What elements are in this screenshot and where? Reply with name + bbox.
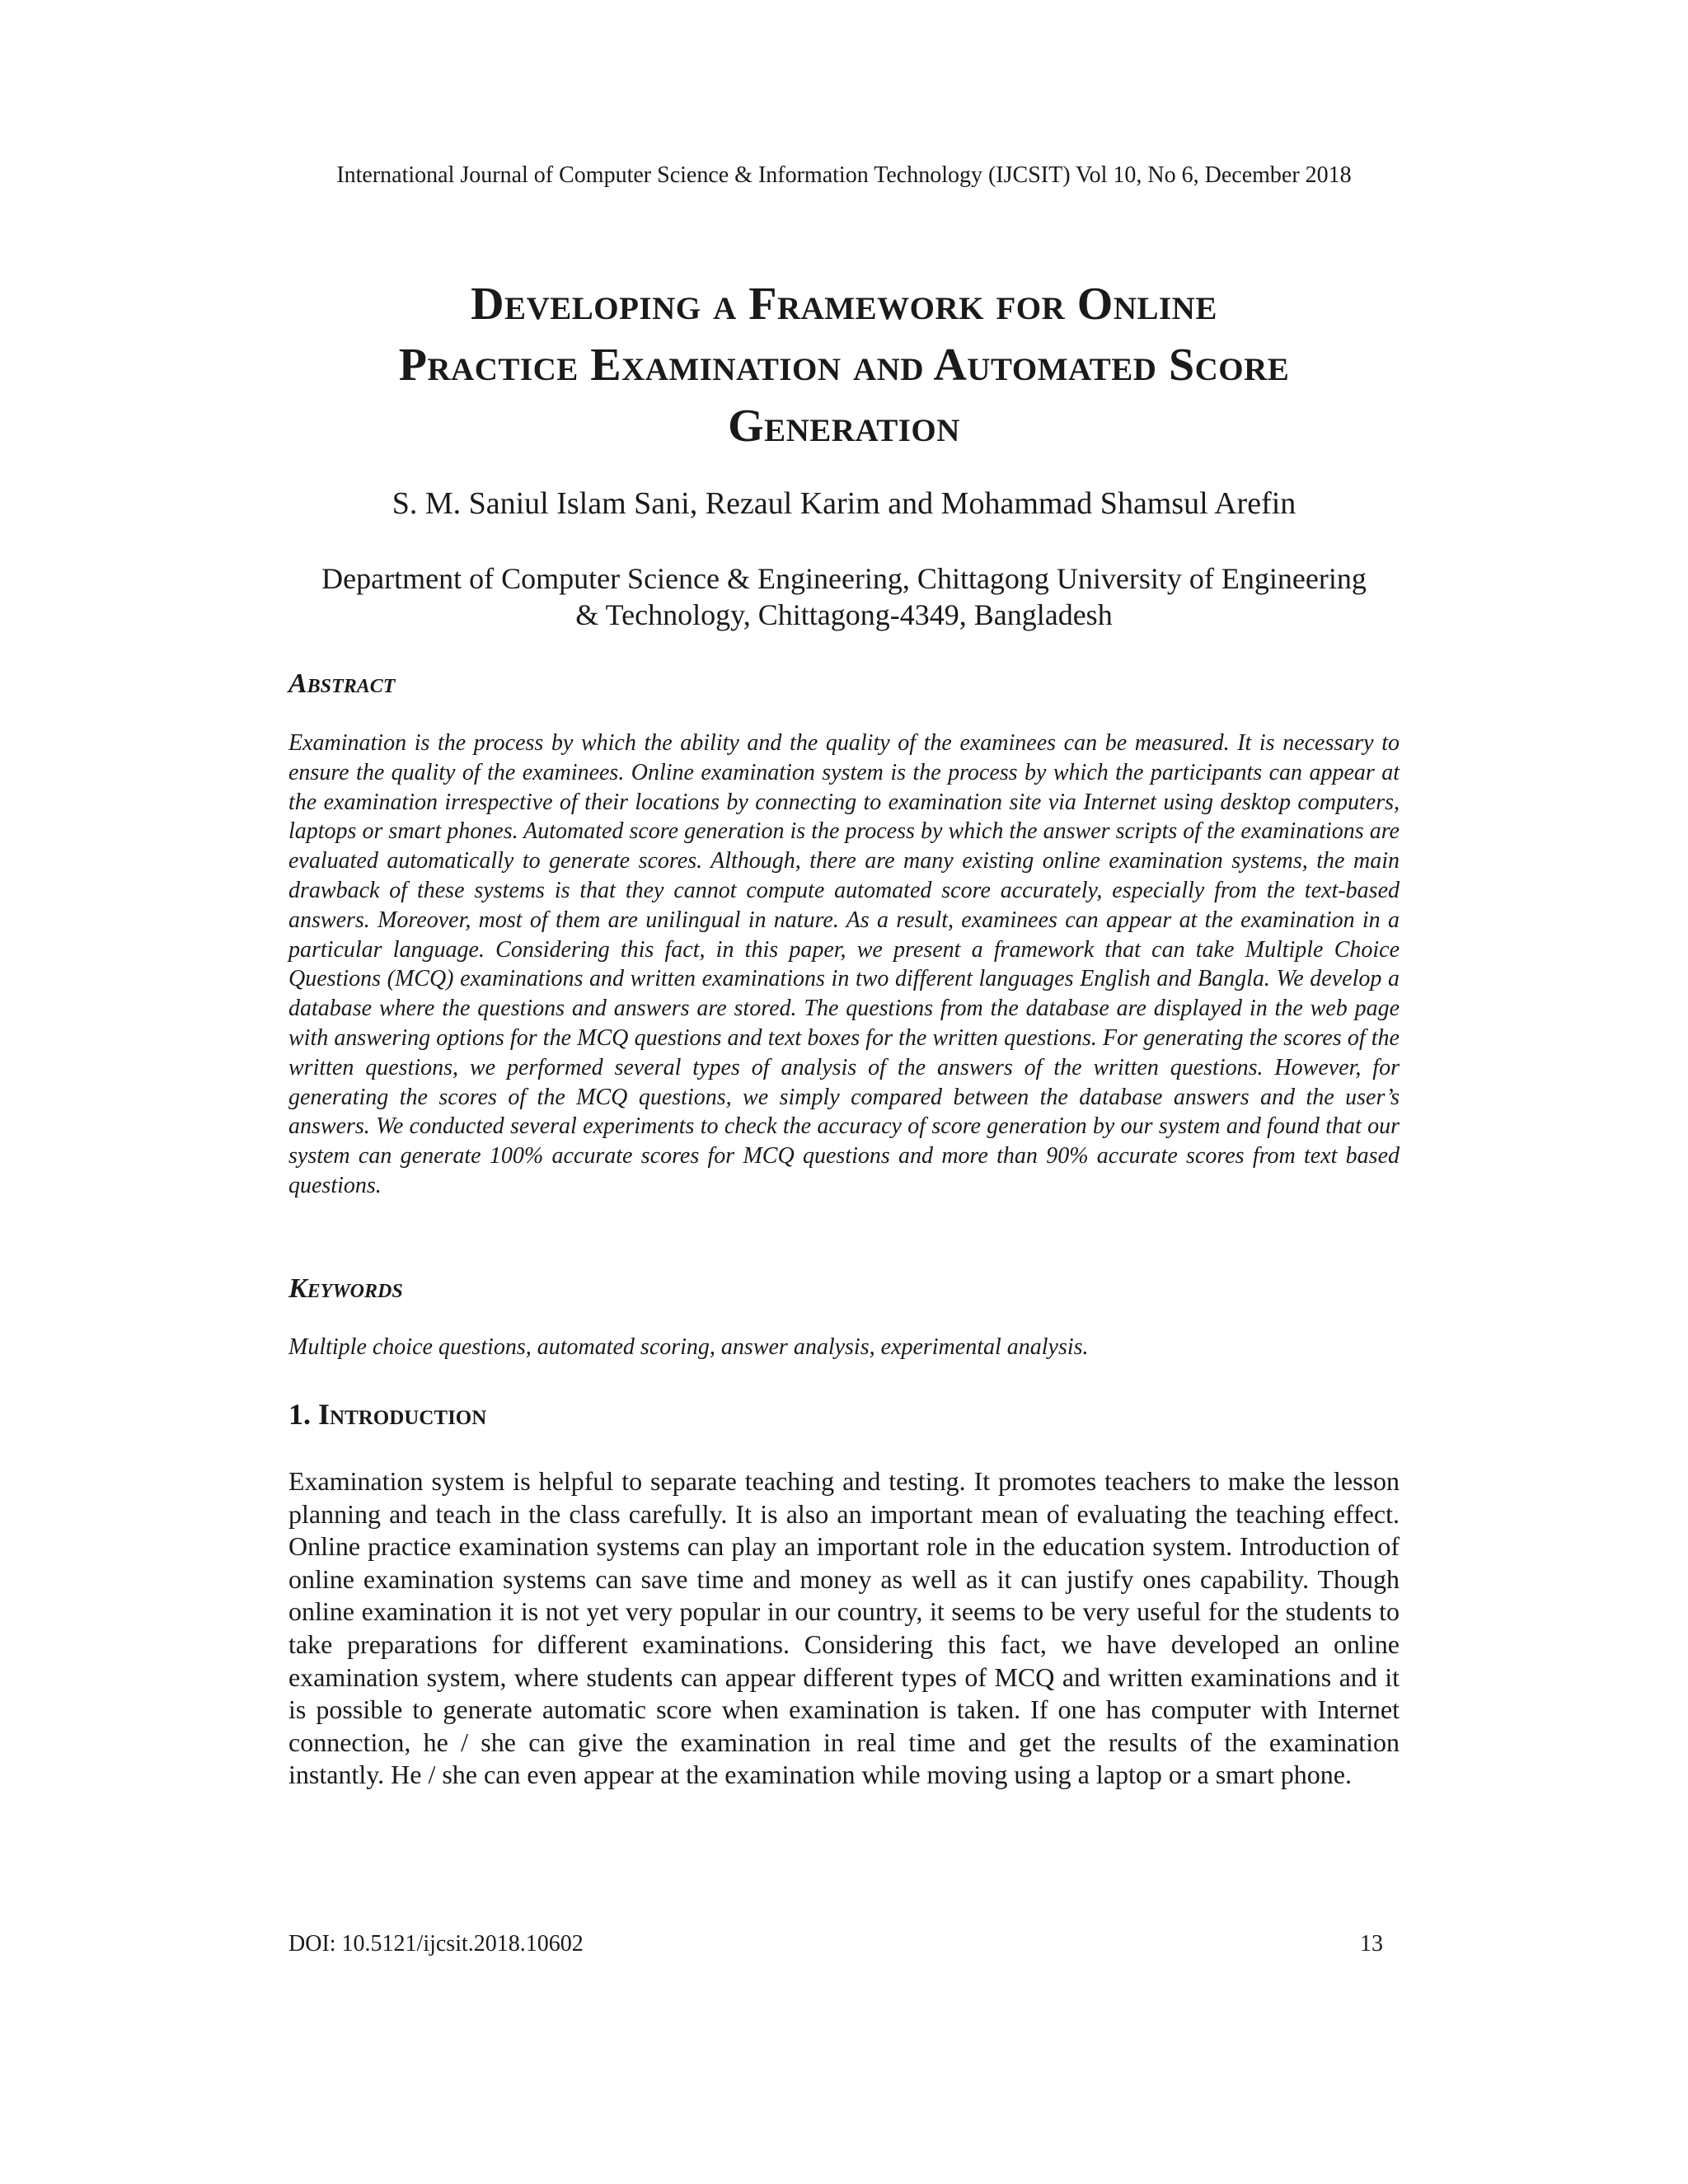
- keywords-heading: Keywords: [288, 1273, 403, 1304]
- affiliation-line: & Technology, Chittagong-4349, Bangladesh: [575, 598, 1113, 631]
- affiliation: [280, 560, 1408, 633]
- paper-title: [247, 274, 1441, 457]
- journal-header: International Journal of Computer Science & Information Technology (IJCSIT) Vol 10, No 6, December 2018: [336, 162, 1352, 188]
- affiliation-line: Department of Computer Science & Engineering, Chittagong University of Engineering: [321, 562, 1367, 595]
- introduction-heading: 1. Introduction: [288, 1398, 487, 1431]
- page-number: 13: [1360, 1931, 1383, 1957]
- abstract-text: Examination is the process by which the ability and the quality of the examinees can be measured. It is necessary to ensure the quality of the examinees. Online examination system is the process by which the participants can appear at the examination irrespective of their locations by connecting to examination site via Internet using desktop computers, laptops or smart phones. Automated score generation is the process by which the answer scripts of the examinations are evaluated automatically to generate scores. Although, there are many existing online examination systems, the main drawback of these systems is that they cannot compute automated score accurately, especially from the text-based answers. Moreover, most of them are unilingual in nature. As a result, examinees can appear at the examination in a particular language. Considering this fact, in this paper, we present a framework that can take Multiple Choice Questions (MCQ) examinations and written examinations in two different languages English and Bangla. We develop a database where the questions and answers are stored. The questions from the database are displayed in the web page with answering options for the MCQ questions and text boxes for the written questions. For generating the scores of the written questions, we performed several types of analysis of the answers of the written questions. However, for generating the scores of the MCQ questions, we simply compared between the database answers and the user’s answers. We conducted several experiments to check the accuracy of score generation by our system and found that our system can generate 100% accurate scores for MCQ questions and more than 90% accurate scores from text based questions.: [288, 730, 1400, 1198]
- abstract-heading: Abstract: [288, 668, 396, 699]
- introduction-body: Examination system is helpful to separate teaching and testing. It promotes teachers to make the lesson planning and teach in the class carefully. It is also an important mean of evaluating the teaching effect. Online practice examination systems can play an important role in the education system. Introduction of online examination systems can save time and money as well as it can justify ones capability. Though online examination it is not yet very popular in our country, it seems to be very useful for the students to take preparations for different examinations. Considering this fact, we have developed an online examination system, where students can appear different types of MCQ and written examinations and it is possible to generate automatic score when examination is taken. If one has computer with Internet connection, he / she can give the examination in real time and get the results of the examination instantly. He / she can even appear at the examination while moving using a laptop or a smart phone.: [288, 1466, 1400, 1790]
- title-line: Developing a Framework for Online: [471, 279, 1217, 330]
- title-line: Practice Examination and Automated Score: [398, 340, 1290, 391]
- doi-label: DOI: 10.5121/ijcsit.2018.10602: [288, 1931, 584, 1957]
- keywords-text: Multiple choice questions, automated scoring, answer analysis, experimental analysis.: [288, 1334, 1089, 1360]
- title-line: Generation: [728, 401, 960, 452]
- author-list: S. M. Saniul Islam Sani, Rezaul Karim and Mohammad Shamsul Arefin: [392, 486, 1296, 521]
